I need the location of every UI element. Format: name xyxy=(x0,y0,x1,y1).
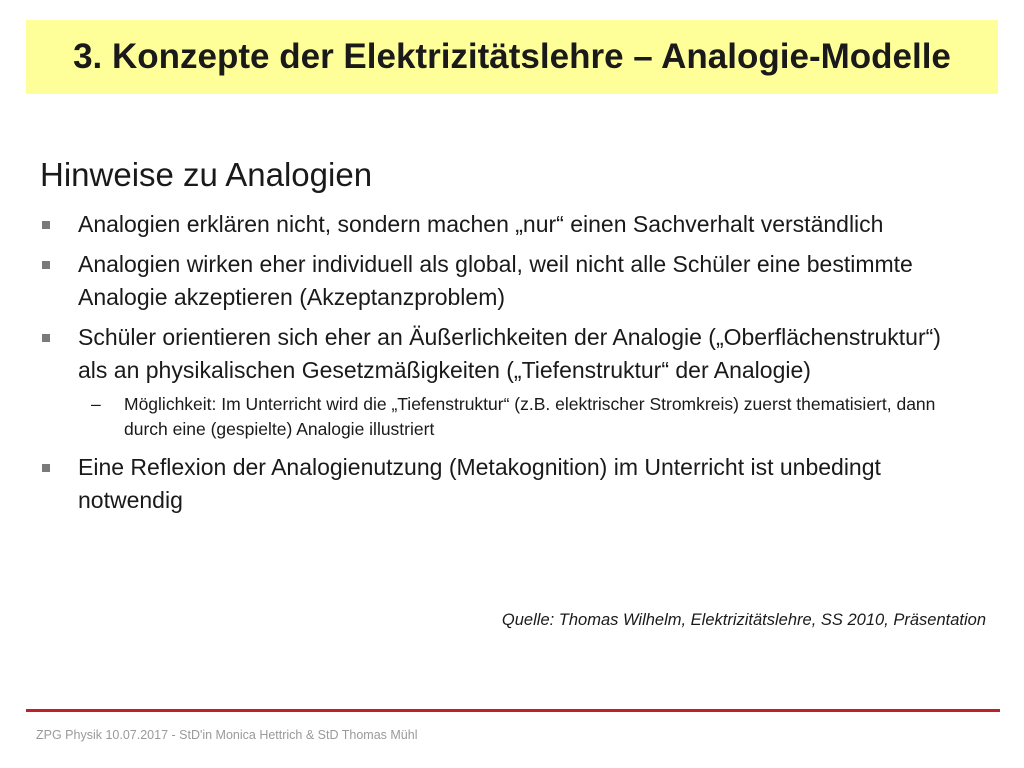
square-bullet-icon xyxy=(42,221,50,229)
list-item xyxy=(40,451,970,517)
source-citation: Quelle: Thomas Wilhelm, Elektrizitätslehre, SS 2010, Präsentation xyxy=(501,611,986,629)
section-heading: Hinweise zu Analogien xyxy=(40,156,373,193)
bullet-text: Eine Reflexion der Analogienutzung (Metakognition) im Unterricht ist unbedingt notwendig xyxy=(78,454,881,513)
bullet-text: Analogien erklären nicht, sondern machen „nur“ einen Sachverhalt verständlich xyxy=(78,211,884,237)
bullet-text: Analogien wirken eher individuell als global, weil nicht alle Schüler eine bestimmte Analogie akzeptieren (Akzeptanzproblem) xyxy=(78,251,913,310)
bullet-text: Schüler orientieren sich eher an Äußerlichkeiten der Analogie („Oberflächenstruktur“) als an physikalischen Gesetzmäßigkeiten („Tiefenstruktur“ der Analogie) xyxy=(78,324,941,383)
footer-text: ZPG Physik 10.07.2017 - StD'in Monica Hettrich & StD Thomas Mühl xyxy=(36,728,418,742)
sub-bullet-text: Möglichkeit: Im Unterricht wird die „Tiefenstruktur“ (z.B. elektrischer Stromkreis) zuerst thematisiert, dann durch eine (gespielte) Analogie illustriert xyxy=(124,394,936,439)
square-bullet-icon xyxy=(42,464,50,472)
square-bullet-icon xyxy=(42,261,50,269)
list-item xyxy=(40,321,970,387)
sub-list-item xyxy=(40,392,970,442)
footer-divider xyxy=(26,709,1000,712)
bullet-list xyxy=(40,208,970,524)
dash-bullet-icon: – xyxy=(91,394,101,414)
title-bar xyxy=(26,20,998,94)
list-item xyxy=(40,248,970,314)
list-item xyxy=(40,208,970,241)
slide-title: 3. Konzepte der Elektrizitätslehre – Analogie-Modelle xyxy=(73,37,951,76)
square-bullet-icon xyxy=(42,334,50,342)
